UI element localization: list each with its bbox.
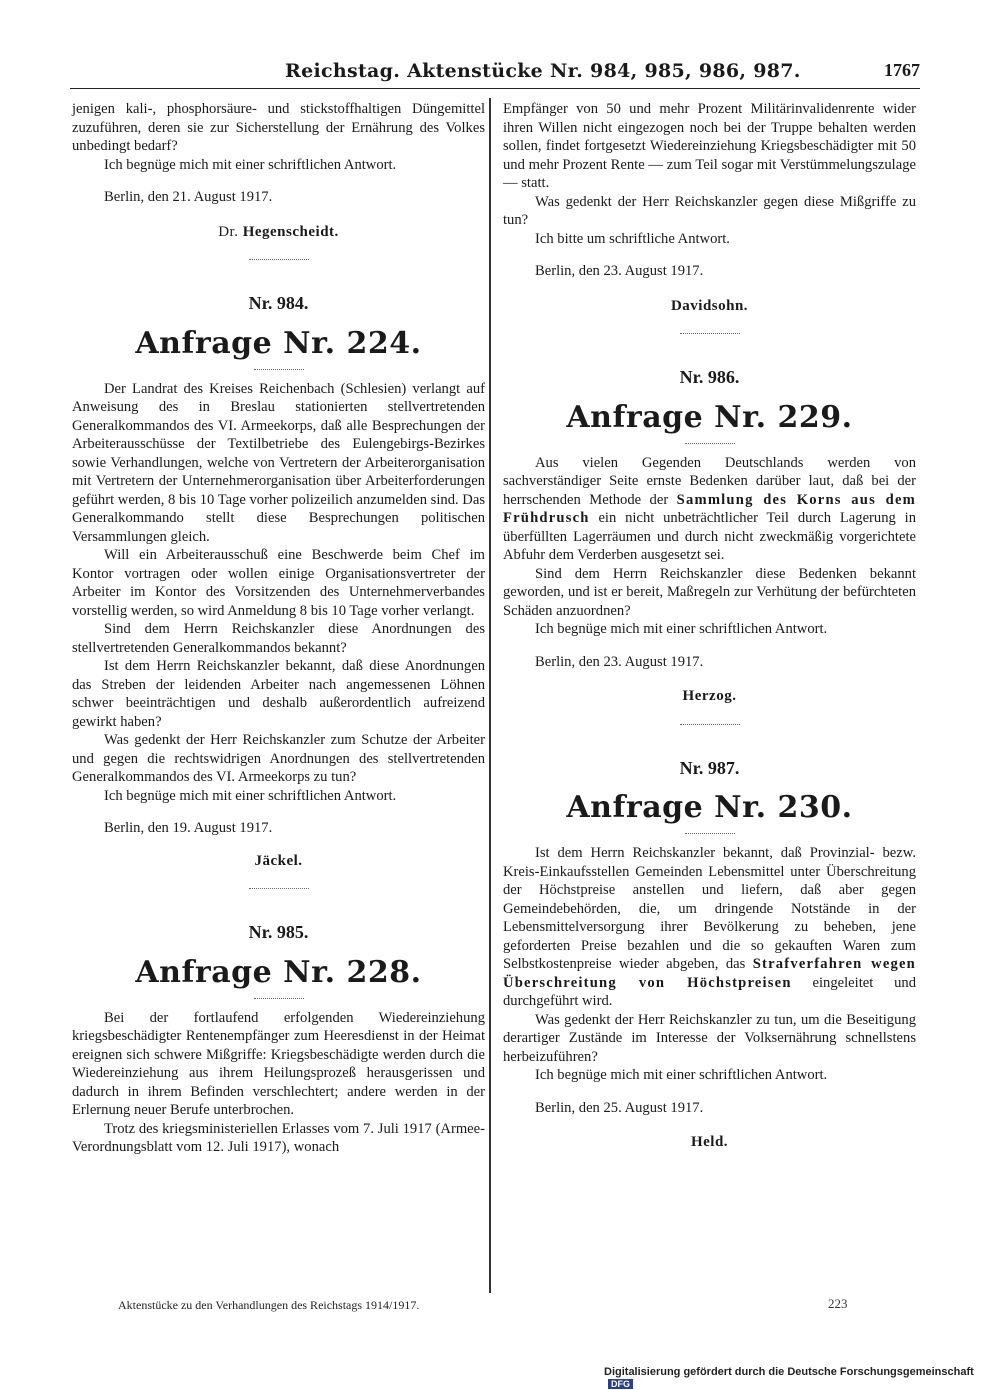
paragraph-985-3: Was gedenkt der Herr Reichskanzler gegen diese Mißgriffe zu tun?	[503, 193, 916, 228]
footer-sheet-number: 223	[828, 1296, 848, 1311]
document-number-986: Nr. 986.	[679, 367, 740, 387]
dfg-logo: DFG	[608, 1379, 633, 1389]
paragraph-987-3: Ich begnüge mich mit einer schriftlichen Antwort.	[535, 1067, 828, 1083]
header-title: Reichstag. Aktenstücke Nr. 984, 985, 986, 987.	[285, 60, 801, 82]
left-column	[72, 100, 485, 1157]
title-rule	[685, 443, 735, 444]
right-column	[503, 100, 916, 1152]
intro-paragraph: jenigen kali-, phosphorsäure- und stickstoffhaltigen Düngemittel zuzuführen, deren sie zur Sicherstellung der Ernährung des Volkes unbedingt bedarf?	[72, 101, 485, 154]
intro-closing: Ich begnüge mich mit einer schriftlichen Antwort.	[104, 156, 397, 173]
date-985: Berlin, den 23. August 1917.	[535, 263, 704, 279]
intro-date: Berlin, den 21. August 1917.	[104, 189, 273, 205]
date-986: Berlin, den 23. August 1917.	[535, 653, 704, 670]
signature-985: Davidsohn.	[670, 297, 749, 314]
paragraph-986-3: Ich begnüge mich mit einer schriftlichen Antwort.	[535, 621, 828, 637]
title-rule	[254, 369, 304, 370]
paragraph-987-2: Was gedenkt der Herr Reichskanzler zu tun, um die Beseitigung derartiger Zustände im Interesse der Volksernährung schnellstens herbeizuführen?	[503, 1011, 916, 1065]
document-number-985: Nr. 985.	[248, 922, 309, 942]
section-separator	[680, 333, 740, 334]
paragraph-985-2: Trotz des kriegsministeriellen Erlasses vom 7. Juli 1917 (Armee-Verordnungsblatt vom 12. Juli 1917), wonach	[72, 1120, 485, 1155]
anfrage-title-224: Anfrage Nr. 224.	[135, 325, 422, 361]
title-rule	[254, 998, 304, 999]
document-number-984: Nr. 984.	[248, 293, 309, 313]
section-separator	[249, 888, 309, 889]
paragraph-984-6: Ich begnüge mich mit einer schriftlichen Antwort.	[104, 787, 397, 804]
intro-signature-prefix: Dr.	[218, 223, 239, 240]
column-divider	[489, 98, 491, 1293]
paragraph-987-1-emphasis: Strafverfahren wegen Überschreitung von Höchstpreisen	[503, 956, 917, 991]
paragraph-986-1	[503, 454, 916, 565]
footer-publication: Aktenstücke zu den Verhandlungen des Reichstags 1914/1917.	[118, 1298, 420, 1312]
section-separator	[680, 724, 740, 725]
signature-984: Jäckel.	[254, 852, 303, 869]
paragraph-987-1-text-c: eingeleitet und durchgeführt wird.	[503, 974, 916, 1009]
date-987: Berlin, den 25. August 1917.	[535, 1099, 704, 1116]
section-separator	[249, 259, 309, 260]
intro-signature-name: Hegenscheidt.	[242, 223, 339, 240]
anfrage-title-228: Anfrage Nr. 228.	[135, 954, 422, 990]
paragraph-986-1-text-c: ein nicht unbeträchtlicher Teil durch Lagerung in überfüllten Lagerräumen und durch nicht zweckmäßig vorgerichtete Abfuhr dem Verderben ausgesetzt sei.	[503, 510, 916, 563]
paragraph-984-3: Sind dem Herrn Reichskanzler diese Anordnungen des stellvertretenden Generalkommandos bekannt?	[72, 621, 485, 656]
anfrage-title-230: Anfrage Nr. 230.	[566, 790, 853, 825]
paragraph-985-4: Ich bitte um schriftliche Antwort.	[535, 230, 730, 247]
date-984: Berlin, den 19. August 1917.	[104, 820, 273, 836]
paragraph-985-continued: Empfänger von 50 und mehr Prozent Militärinvalidenrente wider ihren Willen nicht eingezogen noch bei der Truppe behalten werden sollen, findet fortgesetzt Wiedereinziehung Kriegsbeschädigter mit 50 und mehr Prozent Rente — zum Teil sogar mit Verstümmelungszulage — statt.	[503, 101, 916, 191]
page-number: 1767	[884, 60, 920, 80]
paragraph-987-1-text-a: Ist dem Herrn Reichskanzler bekannt, daß Provinzial- bezw. Kreis-Einkaufsstellen Gemeinden Lebensmittel unter Überschreitung der Höchstpreise anstellen und liefern, daß aber gegen Gemeindebehörden, die, um dringende Notstände in der Lebensmittelversorgung ihrer Bevölkerung zu beheben, jene geforderten Preise bezahlen und die so gekauften Waren zum Selbstkostenpreise wieder abgeben, das	[503, 845, 916, 972]
signature-987: Held.	[690, 1134, 729, 1150]
signature-986: Herzog.	[682, 688, 737, 704]
paragraph-984-5: Was gedenkt der Herr Reichskanzler zum Schutze der Arbeiter und gegen die rechtswidrigen Anordnungen des stellvertretenden Generalkommandos des VI. Armeekorps zu tun?	[72, 732, 485, 785]
paragraph-986-1-emphasis: Sammlung des Korns aus dem Frühdrusch	[503, 491, 916, 526]
paragraph-985-1: Bei der fortlaufend erfolgenden Wiedereinziehung kriegsbeschädigter Rentenempfänger zum Heeresdienst in der Heimat ereignen sich schwere Mißgriffe: Kriegsbeschädigte werden durch die Wiedereinziehung aus ihrem Heilungsprozeß herausgerissen und dadurch in ihrem Befinden verschlechtert; andere werden in der Erlernung neuer Berufe unterbrochen.	[72, 1009, 485, 1118]
paragraph-987-1	[503, 844, 916, 1011]
paragraph-984-2: Will ein Arbeiterausschuß eine Beschwerde beim Chef im Kontor vortragen oder wollen einige Organisationsvertreter der Arbeiter im Kontor des Vorsitzenden des Unternehmerverbandes vorstellig werden, so wird Anmeldung 8 bis 10 Tage vorher verlangt.	[72, 547, 485, 619]
paragraph-986-1-text-a: Aus vielen Gegenden Deutschlands werden von sachverständiger Seite ernste Bedenken darüber laut, daß bei der herrschenden Methode der	[503, 454, 916, 508]
paragraph-984-1: Der Landrat des Kreises Reichenbach (Schlesien) verlangt auf Anweisung des in Breslau stationierten stellvertretenden Generalkommandos des VI. Armeekorps, daß alle Besprechungen der Arbeiterausschüsse der Textilbetriebe des Eulengebirgs-Bezirkes sowie Verhandlungen, welche von Vertretern der Arbeiterorganisation mit Vertretern der Unternehmerorganisation über Arbeiterforderungen geführt werden, 8 bis 10 Tage vorher polizeilich anzumelden sind. Das Generalkommando stellt diese Besprechungen politischen Versammlungen gleich.	[72, 380, 485, 545]
dfg-credit	[604, 1366, 1000, 1390]
paragraph-986-2: Sind dem Herrn Reichskanzler diese Bedenken bekannt geworden, und ist er bereit, Maßregeln zur Verhütung der befürchteten Schäden anzuordnen?	[503, 565, 916, 619]
document-number-987: Nr. 987.	[679, 757, 740, 778]
dfg-credit-text: Digitalisierung gefördert durch die Deutsche Forschungsgemeinschaft	[604, 1366, 974, 1378]
intro-signature	[72, 223, 485, 242]
anfrage-title-229: Anfrage Nr. 229.	[566, 399, 853, 435]
page-header	[70, 60, 920, 89]
paragraph-984-4: Ist dem Herrn Reichskanzler bekannt, daß diese Anordnungen das Streben der leidenden Arbeiter nach angemessenen Löhnen schwer beeinträchtigen und deshalb außerordentlich aufreizend gewirkt haben?	[72, 658, 485, 730]
title-rule	[685, 833, 735, 834]
